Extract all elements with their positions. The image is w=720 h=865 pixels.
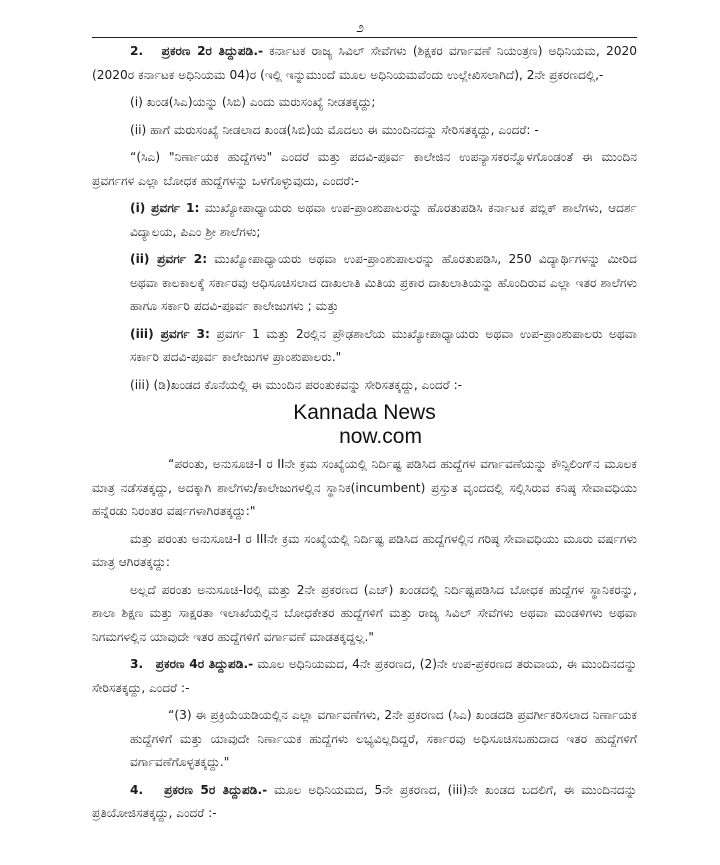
section-4-number: 4.	[130, 782, 144, 797]
proviso-3: ಅಲ್ಲದೆ ಪರಂತು ಅನುಸೂಚಿ-Iರಲ್ಲಿ ಮತ್ತು 2ನೇ ಪ್ರಕರಣದ (ಎಚ್) ಖಂಡದಲ್ಲಿ ನಿರ್ದಿಷ್ಟಪಡಿಸಿದ ಬೋಧಕ ಹುದ್ದೆಗಳ ಸ್ಥಾನಿಕರನ್ನು, ಶಾಲಾ ಶಿಕ್ಷಣ ಮತ್ತು ಸಾಕ್ಷರತಾ ಇಲಾಖೆಯಲ್ಲಿನ ಬೋಧಕೇತರ ಹುದ್ದೆಗಳಿಗೆ ಮತ್ತು ರಾಜ್ಯ ಸಿವಿಲ್ ಸೇವೆಗಳು ಅಥವಾ ಮಂಡಳಿಗಳು ಅಥವಾ ನಿಗಮಗಳಲ್ಲಿನ ಯಾವುದೇ ಇತರ ಹುದ್ದೆಗಳಿಗೆ ವರ್ಗಾವಣೆ ಮಾಡತಕ್ಕದ್ದಲ್ಲ."	[92, 582, 637, 644]
category-3-label: (iii) ಪ್ರವರ್ಗ 3:	[130, 326, 210, 341]
section-2-text: ಕರ್ನಾಟಕ ರಾಜ್ಯ ಸಿವಿಲ್ ಸೇವೆಗಳು (ಶಿಕ್ಷಕರ ವರ್ಗಾವಣೆ ನಿಯಂತ್ರಣ) ಅಧಿನಿಯಮ, 2020 (2020ರ ಕರ್ನಾಟಕ ಅಧಿನಿಯಮ 04)ರ (ಇಲ್ಲಿ ಇನ್ನುಮುಂದೆ ಮೂಲ ಅಧಿನಿಯಮವೆಂದು ಉಲ್ಲೇಖಿಸಲಾಗಿದೆ), 2ನೇ ಪ್ರಕರಣದಲ್ಲಿ,-	[92, 44, 637, 82]
category-2-label: (ii) ಪ್ರವರ್ಗ 2:	[130, 252, 208, 266]
header-rule	[92, 37, 637, 38]
section-3-quote: “(3) ಈ ಪ್ರಕ್ರಿಯೆಯಡಿಯಲ್ಲಿನ ಎಲ್ಲಾ ವರ್ಗಾವಣೆಗಳು, 2ನೇ ಪ್ರಕರಣದ (ಸಿಎ) ಖಂಡದಡಿ ಪ್ರವರ್ಗೀಕರಿಸಲಾದ ನಿರ್ಣಾಯಕ ಹುದ್ದೆಗಳಿಗೆ ಮತ್ತು ಯಾವುದೇ ನಿರ್ಣಾಯಕ ಹುದ್ದೆಗಳು ಲಭ್ಯವಿಲ್ಲದಿದ್ದರೆ, ಸರ್ಕಾರವು ಅಧಿಸೂಚಿಸಬಹುದಾದ ಇತರ ಹುದ್ದೆಗಳಿಗೆ ವರ್ಗಾವಣೆಗೊಳ್ಳತಕ್ಕದ್ದು."	[130, 708, 637, 769]
section-2-heading: ಪ್ರಕರಣ 2ರ ತಿದ್ದುಪಡಿ.-	[161, 44, 264, 58]
category-3	[92, 323, 637, 370]
section-4-heading: ಪ್ರಕರಣ 5ರ ತಿದ್ದುಪಡಿ.-	[164, 782, 268, 797]
section-3-number: 3.	[130, 657, 144, 671]
section-2-number: 2.	[130, 44, 144, 58]
category-1	[92, 197, 637, 244]
clause-i: (i) ಖಂಡ(ಸಿಎ)ಯನ್ನು (ಸಿಬಿ) ಎಂದು ಮರುಸಂಖ್ಯೆ ನೀಡತಕ್ಕದ್ದು;	[130, 95, 376, 109]
category-1-text: ಮುಖ್ಯೋಪಾಧ್ಯಾಯರು ಅಥವಾ ಉಪ-ಪ್ರಾಂಶುಪಾಲರನ್ನು ಹೊರತುಪಡಿಸಿ ಕರ್ನಾಟಕ ಪಬ್ಲಿಕ್ ಶಾಲೆಗಳು, ಆದರ್ಶ ವಿದ್ಯಾಲಯ, ಪಿಎಂ ಶ್ರೀ ಶಾಲೆಗಳು;	[130, 201, 637, 239]
watermark	[92, 401, 637, 449]
proviso-1: “ಪರಂತು, ಅನುಸೂಚಿ-I ರ IIನೇ ಕ್ರಮ ಸಂಖ್ಯೆಯಲ್ಲಿ ನಿರ್ದಿಷ್ಟ ಪಡಿಸಿದ ಹುದ್ದೆಗಳ ವರ್ಗಾವಣೆಯನ್ನು ಕೌನ್ಸಿಲಿಂಗ್‌ನ ಮೂಲಕ ಮಾತ್ರ ನಡೆಸತಕ್ಕದ್ದು, ಅದಕ್ಕಾಗಿ ಶಾಲೆಗಳು/ಕಾಲೇಜುಗಳಲ್ಲಿನ ಸ್ಥಾನಿಕ(incumbent) ಪ್ರಸ್ತುತ ವೃಂದದಲ್ಲಿ ಸಲ್ಲಿಸಿರುವ ಕನಿಷ್ಠ ಸೇವಾವಧಿಯು ಹನ್ನೆರಡು ನಿರಂತರ ವರ್ಷಗಳಾಗಿರತಕ್ಕದ್ದು:"	[92, 457, 637, 518]
section-3-heading: ಪ್ರಕರಣ 4ರ ತಿದ್ದುಪಡಿ.-	[155, 657, 254, 671]
section-3-text: ಮೂಲ ಅಧಿನಿಯಮದ, 4ನೇ ಪ್ರಕರಣದ, (2)ನೇ ಉಪ-ಪ್ರಕರಣದ ತರುವಾಯ, ಈ ಮುಂದಿನದನ್ನು ಸೇರಿಸತಕ್ಕದ್ದು, ಎಂದರೆ :-	[92, 657, 637, 695]
proviso-2: ಮತ್ತು ಪರಂತು ಅನುಸೂಚಿ-I ರ IIIನೇ ಕ್ರಮ ಸಂಖ್ಯೆಯಲ್ಲಿ ನಿರ್ದಿಷ್ಟ ಪಡಿಸಿದ ಹುದ್ದೆಗಳಲ್ಲಿನ ಗರಿಷ್ಠ ಸೇವಾವಧಿಯು ಮೂರು ವರ್ಷಗಳು ಮಾತ್ರ ಆಗಿರತಕ್ಕದ್ದು:	[92, 531, 637, 569]
section-3	[92, 653, 637, 700]
section-2	[92, 40, 637, 87]
category-2-text: ಮುಖ್ಯೋಪಾಧ್ಯಾಯರು ಅಥವಾ ಉಪ-ಪ್ರಾಂಶುಪಾಲರನ್ನು ಹೊರತುಪಡಿಸಿ, 250 ವಿದ್ಯಾರ್ಥಿಗಳನ್ನು ಮೀರಿದ ಅಥವಾ ಕಾಲಕಾಲಕ್ಕೆ ಸರ್ಕಾರವು ಅಧಿಸೂಚಿಸಲಾದ ದಾಖಲಾತಿ ಮಿತಿಯ ಪ್ರಕಾರ ದಾಖಲಾತಿಯನ್ನು ಹೊಂದಿರುವ ಎಲ್ಲಾ ಇತರ ಶಾಲೆಗಳು ಹಾಗೂ ಸರ್ಕಾರಿ ಪದವಿ-ಪೂರ್ವ ಕಾಲೇಜುಗಳು ; ಮತ್ತು	[130, 252, 637, 313]
document-body	[92, 40, 637, 830]
page-number: ೨	[356, 20, 364, 36]
definition-ca: “(ಸಿಎ) "ನಿರ್ಣಾಯಕ ಹುದ್ದೆಗಳು" ಎಂದರೆ ಮತ್ತು ಪದವಿ-ಪೂರ್ವ ಕಾಲೇಜಿನ ಉಪನ್ಯಾಸಕರನ್ನೊಳಗೊಂಡಂತೆ ಈ ಮುಂದಿನ ಪ್ರವರ್ಗಗಳ ಎಲ್ಲಾ ಬೋಧಕ ಹುದ್ದೆಗಳನ್ನು ಒಳಗೊಳ್ಳುವುದು, ಎಂದರೆ:-	[92, 150, 637, 188]
clause-ii: (ii) ಹಾಗೆ ಮರುಸಂಖ್ಯೆ ನೀಡಲಾದ ಖಂಡ(ಸಿಬಿ)ಯ ಮೊದಲು ಈ ಮುಂದಿನದನ್ನು ಸೇರಿಸತಕ್ಕದ್ದು, ಎಂದರೆ: -	[130, 122, 539, 137]
category-3-text: ಪ್ರವರ್ಗ 1 ಮತ್ತು 2ರಲ್ಲಿನ ಪ್ರೌಢಶಾಲೆಯ ಮುಖ್ಯೋಪಾಧ್ಯಾಯರು ಅಥವಾ ಉಪ-ಪ್ರಾಂಶುಪಾಲರು ಅಥವಾ ಸರ್ಕಾರಿ ಪದವಿ-ಪೂರ್ವ ಕಾಲೇಜುಗಳ ಪ್ರಾಂಶುಪಾಲರು."	[130, 326, 638, 364]
category-2	[92, 248, 637, 319]
watermark-line-1: Kannada News	[293, 401, 436, 424]
section-4-text: ಮೂಲ ಅಧಿನಿಯಮದ, 5ನೇ ಪ್ರಕರಣದ, (iii)ನೇ ಖಂಡದ ಬದಲಿಗೆ, ಈ ಮುಂದಿನದನ್ನು ಪ್ರತಿಯೋಜಿಸತಕ್ಕದ್ದು, ಎಂದರೆ :-	[92, 782, 638, 820]
watermark-line-2: now.com	[339, 425, 422, 448]
category-1-label: (i) ಪ್ರವರ್ಗ 1:	[130, 201, 200, 215]
section-4	[92, 779, 637, 826]
clause-iii: (iii) (ಡಿ)ಖಂಡದ ಕೊನೆಯಲ್ಲಿ ಈ ಮುಂದಿನ ಪರಂತುಕವನ್ನು ಸೇರಿಸತಕ್ಕದ್ದು, ಎಂದರೆ :-	[130, 377, 463, 392]
